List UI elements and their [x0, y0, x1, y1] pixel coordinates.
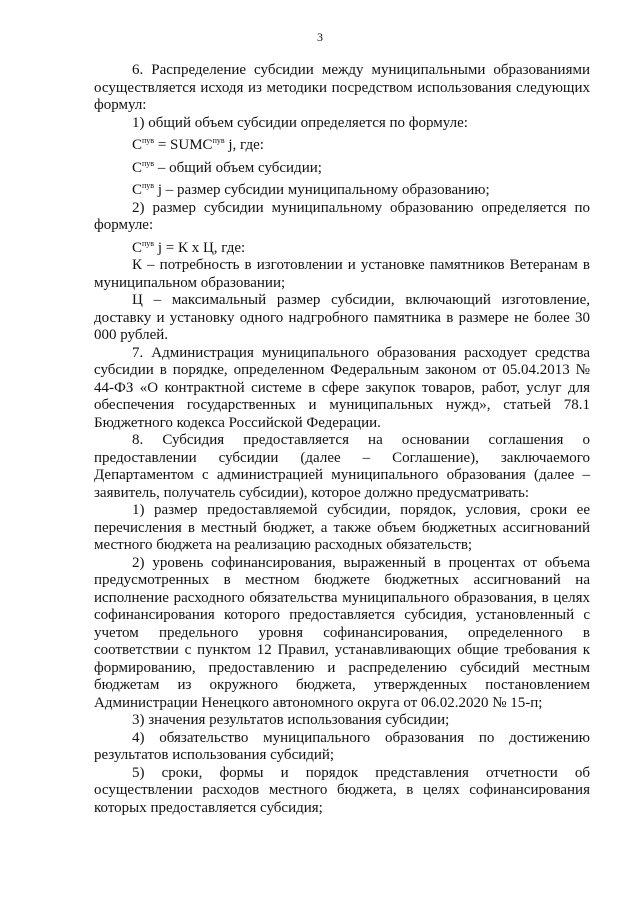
paragraph-8-item-2: 2) уровень софинансирования, выраженный в процентах от объема предусмотренных в местном бюджете бюджетных ассигнований на исполнение расходного обязательства муниципального образования, в целях софинансирования которого предоставляется субсидия, установленный с учетом предельного уровня софинансирования, определенного в соответствии с пунктом 12 Правил, устанавливающих общие требования к формированию, предоставлению и распределению субсидий местным бюджетам из окружного бюджета, утвержденных постановлением Администрации Ненецкого автономного округа от 06.02.2020 № 15-п; — [94, 554, 590, 711]
paragraph-6: 6. Распределение субсидии между муниципальными образованиями осуществляется исходя из методики посредством использования следующих формул: — [94, 62, 590, 113]
document-body — [94, 62, 590, 817]
paragraph-7: 7. Администрация муниципального образования расходует средства субсидии в порядке, определенном Федеральным законом от 05.04.2013 № 44-ФЗ «О контрактной системе в сфере закупок товаров, работ, услуг для обеспечения государственных и муниципальных нужд», статьей 78.1 Бюджетного кодекса Российской Федерации. — [94, 344, 590, 431]
paragraph-8-item-1: 1) размер предоставляемой субсидии, порядок, условия, сроки ее перечисления в местный бюджет, а также объем бюджетных ассигнований местного бюджета на реализацию расходных обязательств; — [94, 502, 590, 553]
formula-total-subsidy: $С^{пув}$ = $SUMC^{пув}$ j, где: — [132, 136, 264, 153]
definition-k: К – потребность в изготовлении и установке памятников Ветеранам в муниципальном образовании; — [94, 257, 590, 291]
paragraph-6-item-1: 1) общий объем субсидии определяется по формуле: — [132, 114, 468, 131]
formula-municipal-subsidy: $С^{пув}$ j = К х Ц, где: — [132, 238, 246, 256]
paragraph-8-item-4: 4) обязательство муниципального образования по достижению результатов использования субсидий; — [94, 729, 590, 763]
definition-municipal-subsidy: $С^{пув}$ j – размер субсидии муниципальному образованию; — [132, 181, 490, 198]
definition-total-subsidy: $С^{пув}$ – общий объем субсидии; — [132, 158, 322, 176]
paragraph-8: 8. Субсидия предоставляется на основании соглашения о предоставлении субсидии (далее – Соглашение), заключаемого Департаментом с администрацией муниципального образования (далее – заявитель, получатель субсидии), которое должно предусматривать: — [94, 432, 590, 501]
paragraph-8-item-3: 3) значения результатов использования субсидии; — [132, 712, 450, 728]
paragraph-6-item-2: 2) размер субсидии муниципальному образованию определяется по формуле: — [94, 199, 590, 233]
page-number: 3 — [317, 30, 323, 44]
definition-c: Ц – максимальный размер субсидии, включающий изготовление, доставку и установку одного надгробного памятника в размере не более 30 000 рублей. — [94, 292, 590, 343]
paragraph-8-item-5: 5) сроки, формы и порядок представления отчетности об осуществлении расходов местного бюджета, в целях софинансирования которых предоставляется субсидия; — [94, 764, 590, 816]
